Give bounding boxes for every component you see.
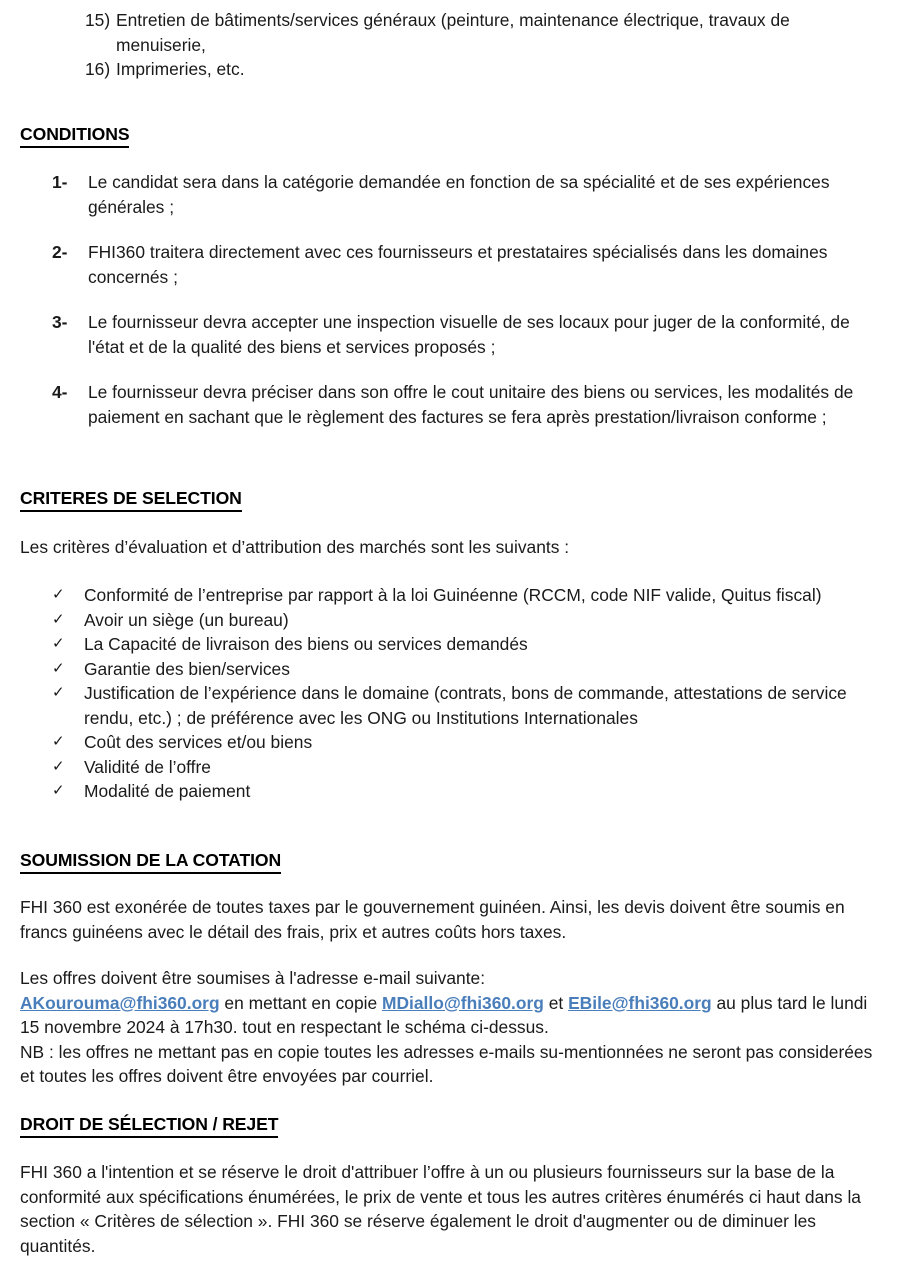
list-marker: 15) <box>85 10 111 30</box>
rejection-paragraph-container <box>20 1160 886 1258</box>
list-item <box>52 730 882 755</box>
submission-nb-note: NB : les offres ne mettant pas en copie toutes les adresses e-mails su-mentionnées ne seront pas considerées et toutes les offres doivent être envoyées par courriel. <box>20 1041 873 1086</box>
list-text: Coût des services et/ou biens <box>84 732 313 752</box>
check-icon: ✓ <box>52 782 65 799</box>
list-text: Garantie des bien/services <box>84 658 290 679</box>
text-after-primary-email: en mettant en copie <box>219 992 382 1013</box>
check-icon: ✓ <box>52 659 65 677</box>
section-heading: SOUMISSION DE LA COTATION <box>20 850 281 874</box>
email-link-cc1[interactable]: MDiallo@fhi360.org <box>382 992 544 1013</box>
submission-paragraph-container <box>20 895 886 944</box>
section-heading: DROIT DE SÉLECTION / REJET <box>20 1114 278 1138</box>
list-text: Le fournisseur devra accepter une inspection visuelle de ses locaux pour juger de la conformité, de l'état et de la qualité des biens et services proposés ; <box>88 312 850 357</box>
check-icon: ✓ <box>52 610 65 628</box>
list-marker: 16) <box>85 59 111 79</box>
section-heading: CONDITIONS <box>20 124 129 148</box>
list-item <box>52 755 882 780</box>
conditions-list <box>52 170 882 429</box>
list-marker: 4- <box>52 382 68 402</box>
list-item <box>52 632 882 657</box>
check-icon: ✓ <box>52 635 65 652</box>
submission-intro-line: Les offres doivent être soumises à l'adresse e-mail suivante: <box>20 968 486 988</box>
list-item <box>52 657 882 682</box>
list-text: Conformité de l’entreprise par rapport à la loi Guinéenne (RCCM, code NIF valide, Quitus fiscal) <box>84 585 822 605</box>
list-text: Validité de l’offre <box>84 756 211 777</box>
submission-section-header <box>20 850 520 874</box>
check-icon: ✓ <box>52 757 65 775</box>
list-marker: 3- <box>52 312 68 332</box>
text-after-cc-emails: au plus tard le lundi 15 novembre 2024 à 17h30. tout en respectant le schéma ci-dessus. <box>20 992 868 1037</box>
list-marker: 1- <box>52 172 68 192</box>
list-text: La Capacité de livraison des biens ou services demandés <box>84 634 528 654</box>
conditions-section-header <box>20 124 520 148</box>
list-text: Le fournisseur devra préciser dans son offre le cout unitaire des biens ou services, les modalités de paiement en sachant que le règlement des factures se fera après prestation/livraison conforme ; <box>88 382 854 427</box>
criteria-intro-text: Les critères d’évaluation et d’attribution des marchés sont les suivants : <box>20 537 570 557</box>
list-item <box>85 8 882 57</box>
text-between-cc-emails: et <box>543 992 569 1013</box>
criteria-list <box>52 583 882 804</box>
conditions-list-container <box>52 170 882 429</box>
check-icon: ✓ <box>52 684 65 701</box>
list-text: FHI360 traitera directement avec ces fournisseurs et prestataires spécialisés dans les domaines concernés ; <box>88 242 828 287</box>
list-item <box>52 240 882 289</box>
criteria-section-header <box>20 488 520 512</box>
list-text: Le candidat sera dans la catégorie demandée en fonction de sa spécialité et de ses expériences générales ; <box>88 172 830 217</box>
list-item <box>52 380 882 429</box>
list-item <box>52 583 882 608</box>
email-link-cc2[interactable]: EBile@fhi360.org <box>568 992 712 1013</box>
list-item <box>52 681 882 730</box>
list-item <box>52 310 882 359</box>
list-item <box>85 57 882 82</box>
list-item <box>52 170 882 219</box>
email-link-primary[interactable]: AKourouma@fhi360.org <box>20 992 220 1013</box>
list-text: Entretien de bâtiments/services généraux (peinture, maintenance électrique, travaux de menuiserie, <box>116 10 790 55</box>
list-text: Modalité de paiement <box>84 781 251 801</box>
submission-email-paragraph <box>20 966 886 1089</box>
list-text: Imprimeries, etc. <box>116 59 245 79</box>
criteria-list-container <box>52 583 882 804</box>
list-text: Justification de l’expérience dans le domaine (contrats, bons de commande, attestations de service rendu, etc.) ; de préférence avec les ONG ou Institutions Internationales <box>84 683 847 728</box>
criteria-intro-container <box>20 535 880 560</box>
submission-tax-paragraph: FHI 360 est exonérée de toutes taxes par le gouvernement guinéen. Ainsi, les devis doivent être soumis en francs guinéens avec le détail des frais, prix et autres coûts hors taxes. <box>20 897 845 942</box>
submission-email-block <box>20 966 886 1089</box>
rejection-section-header <box>20 1114 520 1138</box>
section-heading: CRITERES DE SELECTION <box>20 488 242 512</box>
check-icon: ✓ <box>52 733 65 750</box>
list-text: Avoir un siège (un bureau) <box>84 609 289 630</box>
check-icon: ✓ <box>52 586 65 603</box>
numbered-list <box>85 8 882 82</box>
list-item <box>52 608 882 633</box>
list-marker: 2- <box>52 242 68 262</box>
rejection-paragraph: FHI 360 a l'intention et se réserve le droit d'attribuer l’offre à un ou plusieurs fournisseurs sur la base de la conformité aux spécifications énumérées, le prix de vente et tous les autres critères énumérés ci haut dans la section « Critères de sélection ». FHI 360 se réserve également le droit d'augmenter ou de diminuer les quantités. <box>20 1162 861 1256</box>
list-item <box>52 779 882 804</box>
continued-numbered-list <box>85 8 882 82</box>
